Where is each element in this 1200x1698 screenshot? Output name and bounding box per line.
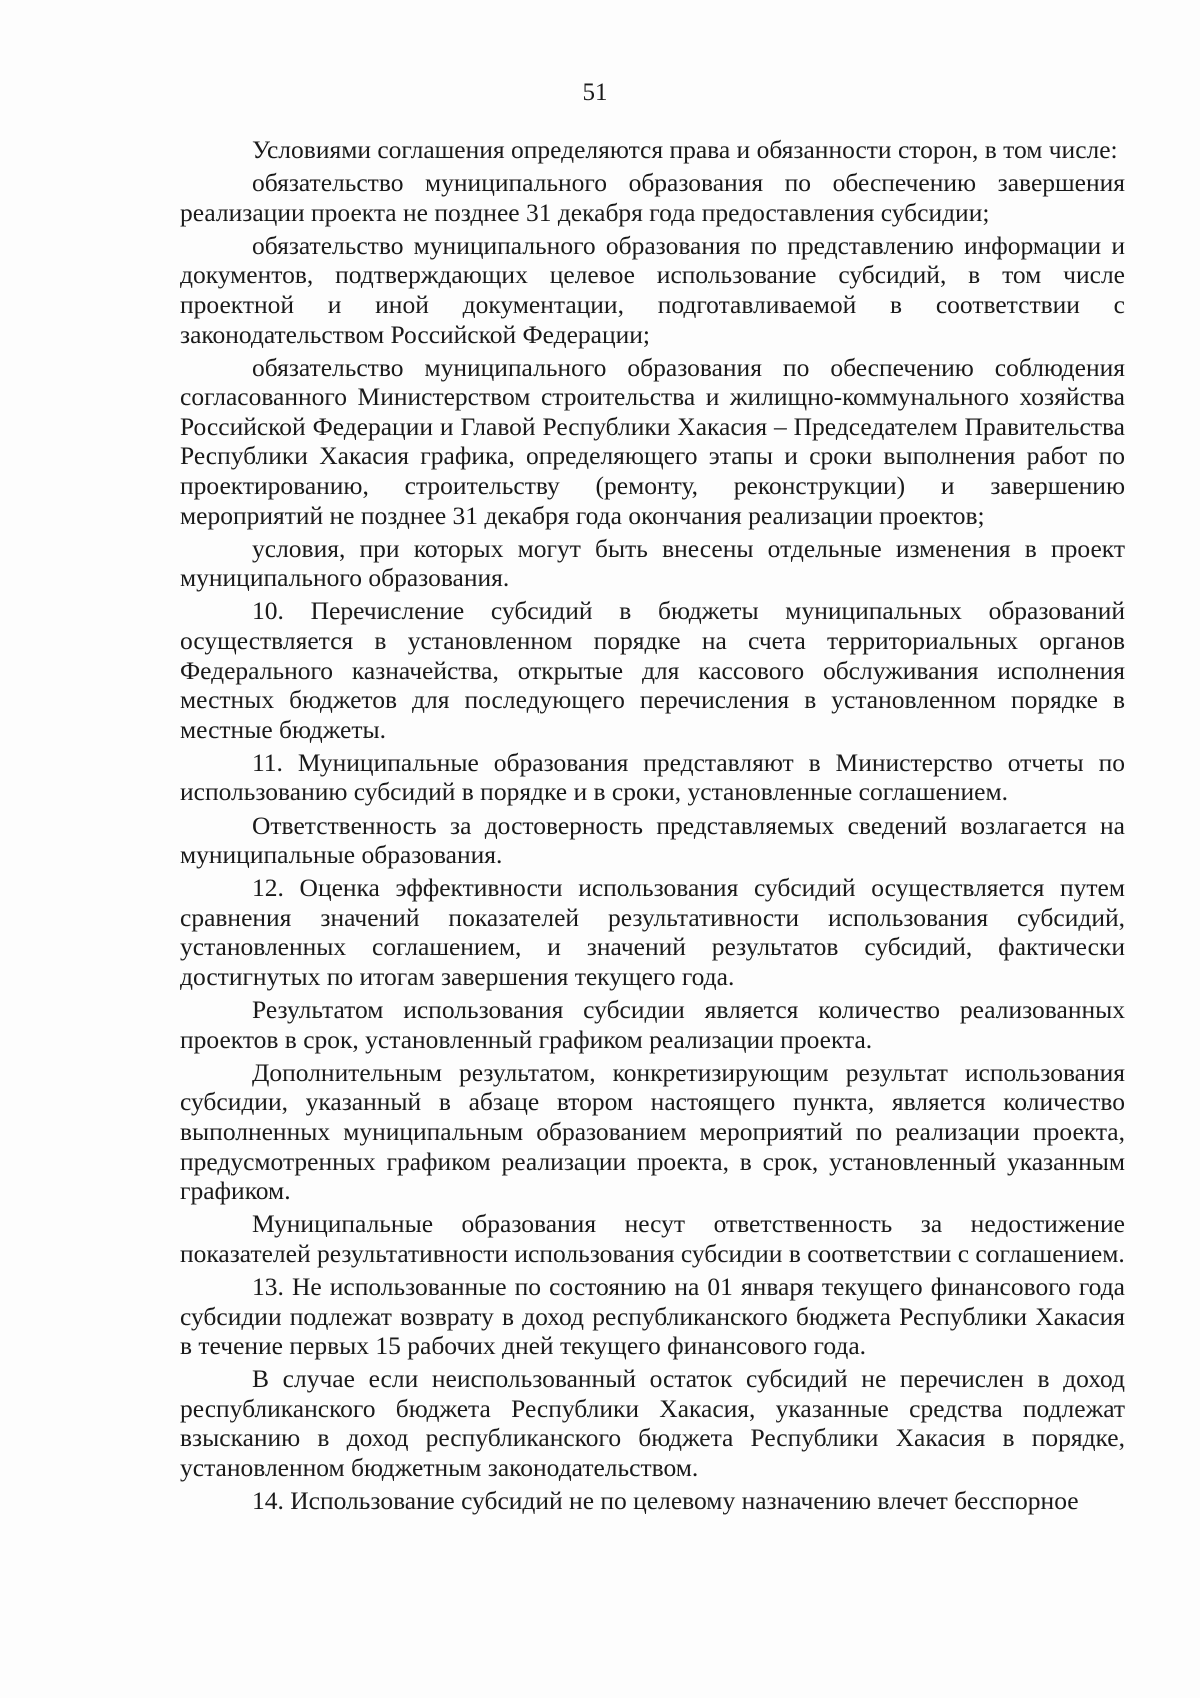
paragraph: Ответственность за достоверность представляемых сведений возлагается на муниципальные образования. bbox=[180, 810, 1125, 870]
paragraph: Муниципальные образования несут ответственность за недостижение показателей результативности использования субсидии в соответствии с соглашением. bbox=[180, 1209, 1125, 1268]
paragraph: обязательство муниципального образования по обеспечению соблюдения согласованного Министерством строительства и жилищно-коммунального хозяйства Российской Федерации и Главой Республики Хакасия – Председателем Правительства Республики Хакасия графика, определяющего этапы и сроки выполнения работ по проектированию, строительству (ремонту, реконструкции) и завершению мероприятий не позднее 31 декабря года окончания реализации проектов; bbox=[180, 352, 1125, 530]
paragraph: условия, при которых могут быть внесены отдельные изменения в проект муниципального образования. bbox=[180, 533, 1125, 593]
paragraph: обязательство муниципального образования по обеспечению завершения реализации проекта не позднее 31 декабря года предоставления субсидии; bbox=[180, 168, 1125, 227]
paragraph: Условиями соглашения определяются права и обязанности сторон, в том числе: bbox=[252, 135, 1118, 164]
paragraph: Результатом использования субсидии является количество реализованных проектов в срок, установленный графиком реализации проекта. bbox=[180, 995, 1125, 1054]
paragraph-item-11: 11. Муниципальные образования представляют в Министерство отчеты по использованию субсидий в порядке и в сроки, установленные соглашением. bbox=[180, 747, 1125, 807]
paragraph-item-13: 13. Не использованные по состоянию на 01 января текущего финансового года субсидии подлежат возврату в доход республиканского бюджета Республики Хакасия в течение первых 15 рабочих дней текущего финансового года. bbox=[180, 1271, 1125, 1361]
paragraph-item-14: 14. Использование субсидий не по целевому назначению влечет бесспорное bbox=[252, 1486, 1079, 1516]
paragraph: обязательство муниципального образования по представлению информации и документов, подтверждающих целевое использование субсидий, в том числе проектной и иной документации, подготавливаемой в соответствии с законодательством Российской Федерации; bbox=[180, 230, 1125, 349]
paragraph: Дополнительным результатом, конкретизирующим результат использования субсидии, указанный в абзаце втором настоящего пункта, является количество выполненных муниципальным образованием мероприятий по реализации проекта, предусмотренных графиком реализации проекта, в срок, установленный указанным графиком. bbox=[180, 1057, 1125, 1206]
page-number: 51 bbox=[582, 79, 608, 106]
paragraph-item-10: 10. Перечисление субсидий в бюджеты муниципальных образований осуществляется в установленном порядке на счета территориальных органов Федерального казначейства, открытые для кассового обслуживания исполнения местных бюджетов для последующего перечисления в установленном порядке в местные бюджеты. bbox=[180, 596, 1125, 744]
paragraph: В случае если неиспользованный остаток субсидий не перечислен в доход республиканского бюджета Республики Хакасия, указанные средства подлежат взысканию в доход республиканского бюджета Республики Хакасия в порядке, установленном бюджетным законодательством. bbox=[180, 1364, 1125, 1483]
document-body bbox=[180, 135, 1125, 1519]
paragraph-item-12: 12. Оценка эффективности использования субсидий осуществляется путем сравнения значений показателей результативности использования субсидий, установленных соглашением, и значений результатов субсидий, фактически достигнутых по итогам завершения текущего года. bbox=[180, 873, 1125, 992]
